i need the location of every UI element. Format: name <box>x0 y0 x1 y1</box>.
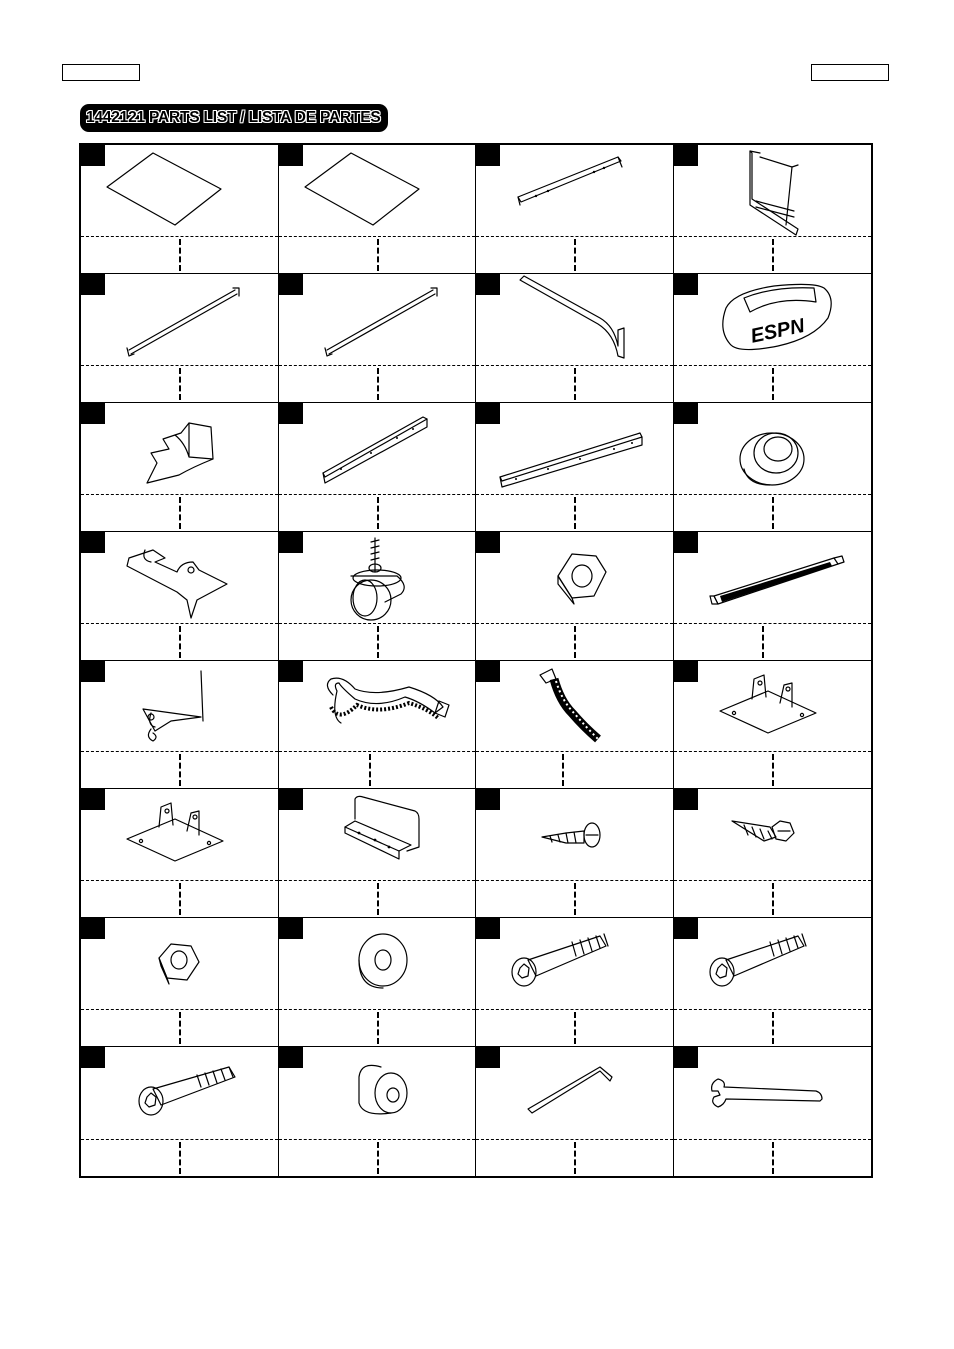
part-footer <box>81 880 278 917</box>
part-footer <box>476 1139 673 1176</box>
footer-divider <box>574 626 576 658</box>
footer-divider <box>179 626 181 658</box>
short-bracket-rail-icon <box>476 145 673 237</box>
footer-divider <box>179 368 181 400</box>
part-cell <box>476 661 674 790</box>
hex-nut-large-icon <box>476 532 673 624</box>
part-footer <box>279 1139 476 1176</box>
footer-divider <box>377 1142 379 1174</box>
part-footer <box>476 1009 673 1046</box>
part-footer <box>674 494 872 531</box>
part-cell <box>279 1047 477 1176</box>
corner-box-right <box>811 64 889 81</box>
part-footer <box>279 494 476 531</box>
part-footer <box>81 365 278 402</box>
part-footer <box>81 623 278 660</box>
part-footer <box>279 623 476 660</box>
svg-text:ESPN: ESPN <box>748 314 807 348</box>
socket-bolt-short-icon <box>81 1047 278 1139</box>
footer-divider <box>377 368 379 400</box>
part-cell <box>81 661 279 790</box>
mesh-strap-icon <box>674 532 872 624</box>
part-cell <box>81 403 279 532</box>
part-footer <box>476 623 673 660</box>
square-panel-icon <box>81 145 278 237</box>
footer-divider <box>377 239 379 271</box>
mount-bracket-icon <box>674 661 872 753</box>
footer-divider <box>574 1142 576 1174</box>
footer-divider <box>562 754 564 786</box>
footer-divider <box>772 1142 774 1174</box>
page-title: 1442121 PARTS LIST / LISTA DE PARTES <box>86 109 381 126</box>
part-cell <box>674 532 872 661</box>
part-cell <box>674 789 872 918</box>
ball-return-bracket-icon <box>81 532 278 624</box>
part-cell <box>279 403 477 532</box>
angle-rail-short-icon <box>279 403 476 495</box>
u-handle-bracket-icon <box>279 789 476 881</box>
leg-brace-icon <box>476 274 673 366</box>
angle-rail-long-icon <box>476 403 673 495</box>
part-cell <box>674 274 872 403</box>
part-footer <box>476 365 673 402</box>
part-cell <box>476 789 674 918</box>
part-cell <box>81 789 279 918</box>
truss-head-screw-icon <box>476 789 673 881</box>
footer-divider <box>377 883 379 915</box>
part-cell <box>279 918 477 1047</box>
footer-divider <box>179 1012 181 1044</box>
part-cell <box>279 789 477 918</box>
footer-divider <box>772 368 774 400</box>
footer-divider <box>574 497 576 529</box>
part-footer <box>476 236 673 273</box>
part-footer <box>476 880 673 917</box>
hex-nut-icon <box>81 918 278 1010</box>
leg-leveler-cup-icon <box>674 403 872 495</box>
footer-divider <box>179 754 181 786</box>
part-cell <box>81 274 279 403</box>
footer-divider <box>574 883 576 915</box>
part-footer <box>674 623 872 660</box>
part-footer <box>476 751 673 788</box>
part-cell <box>476 403 674 532</box>
part-cell <box>81 145 279 274</box>
pin-clip-icon <box>81 661 278 753</box>
long-rod-icon <box>279 274 476 366</box>
corner-box-left <box>62 64 140 81</box>
part-footer <box>674 1009 872 1046</box>
socket-bolt-long-icon <box>476 918 673 1010</box>
footer-divider <box>574 239 576 271</box>
footer-divider <box>772 754 774 786</box>
caster-wheel-icon <box>279 532 476 624</box>
footer-divider <box>377 497 379 529</box>
hex-head-screw-icon <box>674 789 872 881</box>
part-footer <box>674 236 872 273</box>
open-end-wrench-icon <box>674 1047 872 1139</box>
part-footer <box>279 1009 476 1046</box>
part-cell <box>674 145 872 274</box>
footer-divider <box>179 497 181 529</box>
part-footer <box>279 880 476 917</box>
footer-divider <box>772 883 774 915</box>
long-rod-icon <box>81 274 278 366</box>
short-strap-buckle-icon <box>476 661 673 753</box>
part-footer <box>81 494 278 531</box>
part-footer <box>81 751 278 788</box>
footer-divider <box>369 754 371 786</box>
mount-bracket-icon <box>81 789 278 881</box>
footer-divider <box>772 1012 774 1044</box>
part-cell <box>476 1047 674 1176</box>
footer-divider <box>377 626 379 658</box>
part-cell <box>81 1047 279 1176</box>
part-cell <box>279 532 477 661</box>
part-footer <box>279 365 476 402</box>
part-footer <box>674 1139 872 1176</box>
part-cell <box>81 918 279 1047</box>
footer-divider <box>574 1012 576 1044</box>
part-cell <box>674 661 872 790</box>
part-cell <box>674 918 872 1047</box>
footer-divider <box>574 368 576 400</box>
part-cell <box>674 403 872 532</box>
part-cell <box>476 145 674 274</box>
espn-scoreboard-icon <box>674 274 872 366</box>
parts-grid <box>79 143 873 1178</box>
footer-divider <box>762 626 764 658</box>
part-cell <box>81 532 279 661</box>
footer-divider <box>377 1012 379 1044</box>
part-cell <box>279 661 477 790</box>
part-footer <box>81 1139 278 1176</box>
title-banner <box>80 104 388 132</box>
flat-washer-icon <box>279 918 476 1010</box>
socket-bolt-long-icon <box>674 918 872 1010</box>
part-footer <box>674 751 872 788</box>
square-panel-icon <box>279 145 476 237</box>
part-cell <box>674 1047 872 1176</box>
footer-divider <box>179 883 181 915</box>
part-footer <box>476 494 673 531</box>
part-footer <box>279 236 476 273</box>
part-footer <box>279 751 476 788</box>
footer-divider <box>772 497 774 529</box>
part-footer <box>674 880 872 917</box>
allen-wrench-icon <box>476 1047 673 1139</box>
footer-divider <box>772 239 774 271</box>
part-footer <box>81 1009 278 1046</box>
footer-divider <box>179 239 181 271</box>
part-cell <box>279 145 477 274</box>
part-footer <box>674 365 872 402</box>
corner-pocket-icon <box>81 403 278 495</box>
part-footer <box>81 236 278 273</box>
goal-frame-icon <box>674 145 872 237</box>
spacer-cylinder-icon <box>279 1047 476 1139</box>
part-cell <box>476 918 674 1047</box>
part-cell <box>476 274 674 403</box>
footer-divider <box>179 1142 181 1174</box>
long-strap-buckle-icon <box>279 661 476 753</box>
part-cell <box>279 274 477 403</box>
part-cell <box>476 532 674 661</box>
